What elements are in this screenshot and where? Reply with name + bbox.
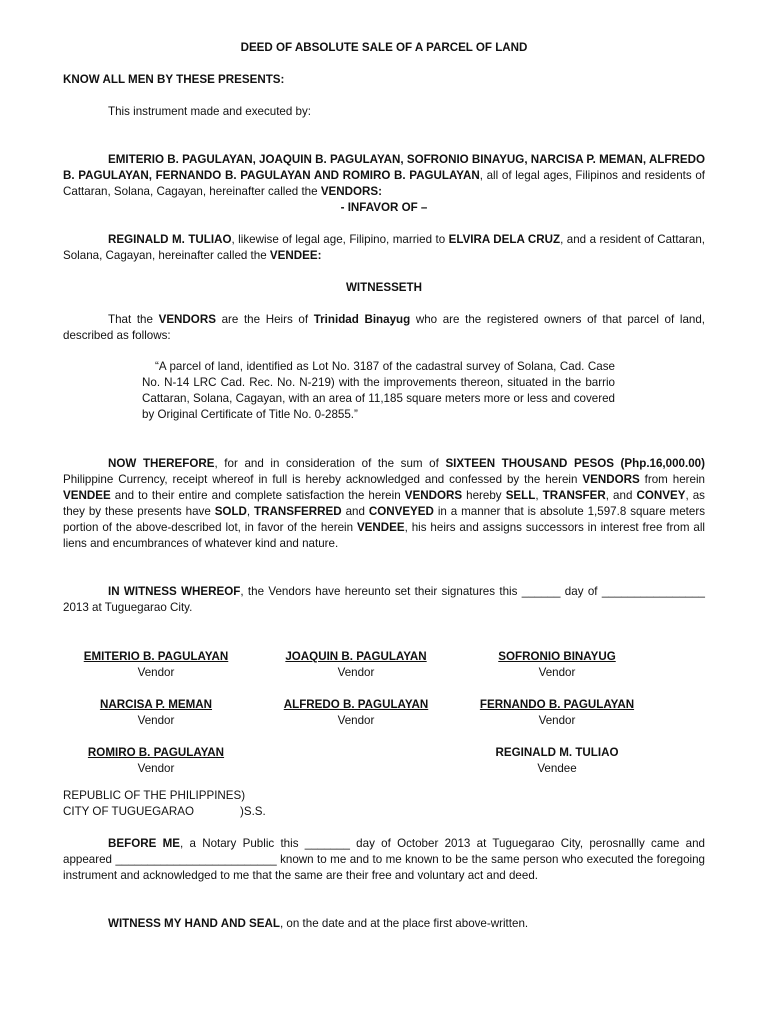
- signatory-name: FERNANDO B. PAGULAYAN: [479, 698, 635, 711]
- infavor-heading: - INFAVOR OF –: [340, 201, 428, 214]
- signatory-name: EMITERIO B. PAGULAYAN: [83, 650, 229, 663]
- signature-block: [56, 649, 256, 681]
- venue-line-1: REPUBLIC OF THE PHILIPPINES): [63, 789, 246, 802]
- opening-line: KNOW ALL MEN BY THESE PRESENTS:: [63, 73, 285, 86]
- in-witness-paragraph: IN WITNESS WHEREOF, the Vendors have hereunto set their signatures this ______ day of ________________ 2013 at Tuguegarao City.: [63, 585, 706, 614]
- vendee-paragraph: REGINALD M. TULIAO, likewise of legal age, Filipino, married to ELVIRA DELA CRUZ, and a resident of Cattaran, Solana, Cagayan, hereinafter called the VENDEE:: [63, 233, 705, 262]
- intro-line: This instrument made and executed by:: [108, 105, 311, 118]
- signature-block: [56, 745, 256, 777]
- signature-block: [457, 697, 657, 729]
- witnesseth-heading: WITNESSETH: [345, 281, 422, 294]
- property-description-quote: “A parcel of land, identified as Lot No. 3187 of the cadastral survey of Solana, Cad. Case No. N-14 LRC Cad. Rec. No. N-219) with the improvements thereon, situated in the barrio Cattaran, Solana, Cagayan, with an area of 11,185 square meters more or less and covered by Original Certificate of Title No. 0-2855.”: [142, 360, 615, 421]
- vendors-paragraph: EMITERIO B. PAGULAYAN, JOAQUIN B. PAGULAYAN, SOFRONIO BINAYUG, NARCISA P. MEMAN, ALFREDO B. PAGULAYAN, FERNANDO B. PAGULAYAN AND ROMIRO B. PAGULAYAN, all of legal ages, Filipinos and residents of Cattaran, Solana, Cagayan, hereinafter called the VENDORS:: [63, 153, 705, 198]
- signatory-name: ALFREDO B. PAGULAYAN: [283, 698, 429, 711]
- signatory-role: Vendor: [137, 666, 175, 679]
- signatory-name: NARCISA P. MEMAN: [99, 698, 213, 711]
- signatory-role: Vendor: [337, 714, 375, 727]
- signature-block: [457, 745, 657, 777]
- signatory-name: ROMIRO B. PAGULAYAN: [87, 746, 225, 759]
- signatory-role: Vendee: [537, 762, 577, 775]
- signatory-name: JOAQUIN B. PAGULAYAN: [285, 650, 427, 663]
- signatory-name: REGINALD M. TULIAO: [495, 746, 619, 759]
- signatory-name: SOFRONIO BINAYUG: [498, 650, 616, 663]
- signature-block: [56, 697, 256, 729]
- signature-block: [256, 697, 456, 729]
- signature-block: [256, 649, 456, 681]
- notary-paragraph: BEFORE ME, a Notary Public this _______ day of October 2013 at Tuguegarao City, perosnallly came and appeared _________________________ known to me and to me known to be the same person who executed the foregoing instrument and acknowledged to me that the same are their free and voluntary act and deed.: [63, 837, 705, 882]
- signatory-role: Vendor: [538, 714, 576, 727]
- consideration-paragraph: NOW THEREFORE, for and in consideration of the sum of SIXTEEN THOUSAND PESOS (Php.16,000.00) Philippine Currency, receipt whereof in full is hereby acknowledged and confessed by the herein VENDORS from herein VENDEE and to their entire and complete satisfaction the herein VENDORS hereby SELL, TRANSFER, and CONVEY, as they by these presents have SOLD, TRANSFERRED and CONVEYED in a manner that is absolute 1,597.8 square meters portion of the above-described lot, in favor of the herein VENDEE, his heirs and assigns successors in interest free from all liens and encumbrances of whatever kind and nature.: [63, 457, 706, 550]
- document-title: DEED OF ABSOLUTE SALE OF A PARCEL OF LAND: [240, 41, 528, 54]
- heirs-paragraph: That the VENDORS are the Heirs of Trinidad Binayug who are the registered owners of that parcel of land, described as follows:: [63, 313, 706, 342]
- signature-block: [457, 649, 657, 681]
- venue-line-2: CITY OF TUGUEGARAO )S.S.: [63, 805, 266, 818]
- hand-and-seal-line: WITNESS MY HAND AND SEAL, on the date and at the place first above-written.: [108, 917, 529, 930]
- signatory-role: Vendor: [137, 714, 175, 727]
- signatory-role: Vendor: [137, 762, 175, 775]
- signatory-role: Vendor: [337, 666, 375, 679]
- signatory-role: Vendor: [538, 666, 576, 679]
